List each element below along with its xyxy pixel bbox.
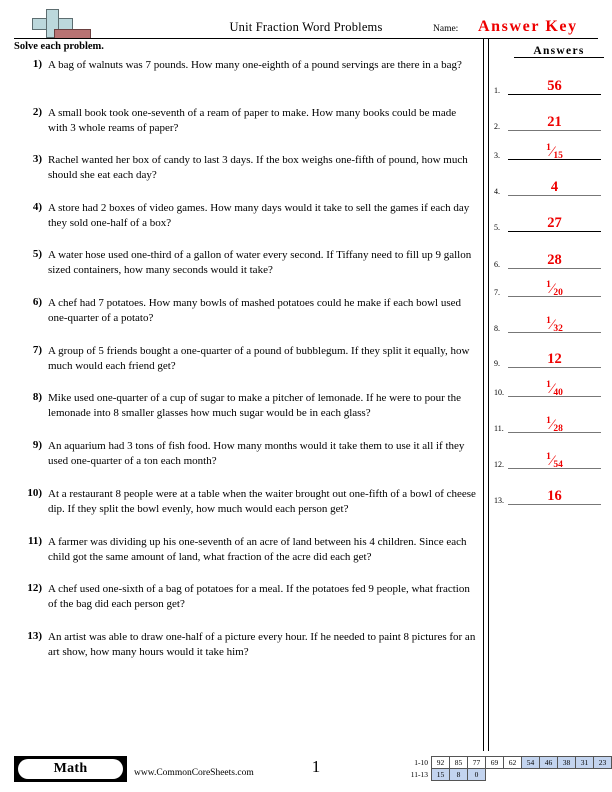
answer-blank-line[interactable]	[508, 195, 601, 196]
score-table-row	[406, 769, 612, 781]
problem-text: A group of 5 friends bought a one-quarter of a pound of bubblegum. If they split it equally, how much would each friend get?	[48, 345, 470, 372]
problem-text: A store had 2 boxes of video games. How many days would it take to sell the games if each day they sold one-half of a box?	[48, 202, 470, 229]
answer-blank-line[interactable]	[508, 504, 601, 505]
problem-number: 5)	[32, 248, 42, 260]
problem-item	[14, 248, 476, 277]
answer-row	[492, 475, 610, 505]
problem-text: A farmer was dividing up his one-seventh of an acre of land between his 4 children. Since each child got the same amount of land, what fraction of the acre did each get?	[48, 536, 467, 563]
answer-row	[492, 403, 610, 433]
problem-number: 7)	[32, 344, 42, 356]
answer-value: 1⁄15	[546, 143, 563, 161]
answer-index: 8.	[494, 324, 500, 333]
score-table-row	[406, 757, 612, 769]
answer-index: 5.	[494, 223, 500, 232]
answer-index: 11.	[494, 424, 504, 433]
answer-value: 16	[547, 488, 562, 504]
answer-index: 6.	[494, 260, 500, 269]
score-cell: 77	[468, 757, 486, 769]
problem-number: 1)	[32, 58, 42, 70]
answer-blank-line[interactable]	[508, 231, 601, 232]
problem-number: 10)	[27, 487, 42, 499]
answer-value: 12	[547, 351, 562, 367]
answer-row	[492, 166, 610, 196]
page-footer	[0, 752, 612, 792]
subject-badge	[14, 756, 127, 782]
name-label: Name:	[433, 24, 459, 34]
answers-heading: Answers	[514, 45, 604, 58]
problem-item	[14, 391, 476, 420]
answer-row	[492, 338, 610, 368]
answer-value: 28	[547, 252, 562, 268]
answer-row	[492, 65, 610, 95]
problem-item	[14, 106, 476, 135]
problem-number: 3)	[32, 153, 42, 165]
header-divider	[14, 38, 598, 39]
score-cell-empty	[594, 769, 612, 781]
answer-row	[492, 130, 610, 160]
problem-number: 13)	[27, 630, 42, 642]
answer-index: 1.	[494, 86, 500, 95]
answer-row	[492, 439, 610, 469]
score-cell-empty	[504, 769, 522, 781]
problem-item	[14, 630, 476, 659]
score-cell: 69	[486, 757, 504, 769]
problem-text: Mike used one-quarter of a cup of sugar to make a pitcher of lemonade. If he were to pour the lemonade into 8 smaller glasses how much sugar would be in each glass?	[48, 392, 461, 419]
answer-row	[492, 267, 610, 297]
answer-index: 13.	[494, 496, 504, 505]
score-cell: 23	[594, 757, 612, 769]
score-cell: 85	[450, 757, 468, 769]
answer-value: 56	[547, 78, 562, 94]
problem-item	[14, 487, 476, 516]
problem-text: An artist was able to draw one-half of a picture every hour. If he needed to paint 8 pictures for an art show, how many hours would it take him?	[48, 631, 476, 658]
problem-number: 11)	[27, 535, 42, 547]
answer-row	[492, 202, 610, 232]
answer-index: 12.	[494, 460, 504, 469]
answer-row	[492, 239, 610, 269]
subject-badge-label: Math	[18, 759, 123, 779]
problem-number: 9)	[32, 439, 42, 451]
score-cell: 8	[450, 769, 468, 781]
problem-text: At a restaurant 8 people were at a table when the waiter brought out one-fifth of a bowl of cheese dip. If they split the bowl evenly, how much would each person get?	[48, 488, 476, 515]
answer-index: 10.	[494, 388, 504, 397]
score-cell: 46	[540, 757, 558, 769]
score-cell: 54	[522, 757, 540, 769]
problem-item	[14, 58, 476, 73]
score-range-label: 11-13	[410, 770, 428, 779]
problem-text: A chef had 7 potatoes. How many bowls of mashed potatoes could he make if each bowl used one-quarter of a potato?	[48, 297, 462, 324]
problem-text: A chef used one-sixth of a bag of potatoes for a meal. If the potatoes fed 9 people, what fraction of the bag did each person get?	[48, 583, 470, 610]
website-url[interactable]: www.CommonCoreSheets.com	[134, 768, 254, 778]
problem-list	[14, 58, 476, 748]
answer-value: 21	[547, 114, 562, 130]
problem-text: A bag of walnuts was 7 pounds. How many one-eighth of a pound servings are there in a bag?	[48, 59, 462, 71]
problem-item	[14, 296, 476, 325]
problem-text: An aquarium had 3 tons of fish food. How many months would it take them to use it all if they used one-quarter of a ton each month?	[48, 440, 465, 467]
problem-text: A small book took one-seventh of a ream of paper to make. How many books could be made with 3 whole reams of paper?	[48, 107, 457, 134]
answer-value: 1⁄40	[546, 380, 563, 398]
answer-index: 2.	[494, 122, 500, 131]
problem-number: 12)	[27, 582, 42, 594]
score-cell: 92	[432, 757, 450, 769]
problem-number: 2)	[32, 106, 42, 118]
score-range-label: 1-10	[414, 758, 428, 767]
score-cell-empty	[540, 769, 558, 781]
problem-item	[14, 439, 476, 468]
problem-text: Rachel wanted her box of candy to last 3 days. If the box weighs one-fifth of pound, how much should she eat each day?	[48, 154, 468, 181]
column-divider	[483, 39, 489, 751]
page-header	[14, 8, 598, 38]
score-cell: 31	[576, 757, 594, 769]
problem-item	[14, 582, 476, 611]
answer-blank-line[interactable]	[508, 94, 601, 95]
score-cell: 62	[504, 757, 522, 769]
score-cell-empty	[486, 769, 504, 781]
score-cell-empty	[522, 769, 540, 781]
answer-row	[492, 303, 610, 333]
answer-key-label: Answer Key	[478, 18, 578, 35]
answer-value: 4	[550, 179, 559, 195]
problem-item	[14, 153, 476, 182]
answer-row	[492, 367, 610, 397]
instructions-text: Solve each problem.	[14, 41, 104, 52]
score-cell: 15	[432, 769, 450, 781]
score-cell-empty	[576, 769, 594, 781]
answer-index: 3.	[494, 151, 500, 160]
score-cell: 38	[558, 757, 576, 769]
score-cell: 0	[468, 769, 486, 781]
problem-number: 6)	[32, 296, 42, 308]
problem-item	[14, 201, 476, 230]
answer-value: 1⁄54	[546, 452, 563, 470]
problem-text: A water hose used one-third of a gallon of water every second. If Tiffany need to fill up 9 gallon sized containers, how many seconds would it take?	[48, 249, 472, 276]
answer-index: 7.	[494, 288, 500, 297]
score-conversion-table	[406, 756, 612, 781]
answer-value: 27	[547, 215, 562, 231]
problem-item	[14, 535, 476, 564]
answer-index: 4.	[494, 187, 500, 196]
answer-value: 1⁄20	[546, 280, 563, 298]
page-title: Unit Fraction Word Problems	[229, 20, 383, 34]
score-cell-empty	[558, 769, 576, 781]
answer-value: 1⁄28	[546, 416, 563, 434]
problem-number: 8)	[32, 391, 42, 403]
answer-index: 9.	[494, 359, 500, 368]
page-number: 1	[311, 757, 321, 776]
problem-number: 4)	[32, 201, 42, 213]
problem-item	[14, 344, 476, 373]
answer-row	[492, 101, 610, 131]
answer-value: 1⁄32	[546, 316, 563, 334]
